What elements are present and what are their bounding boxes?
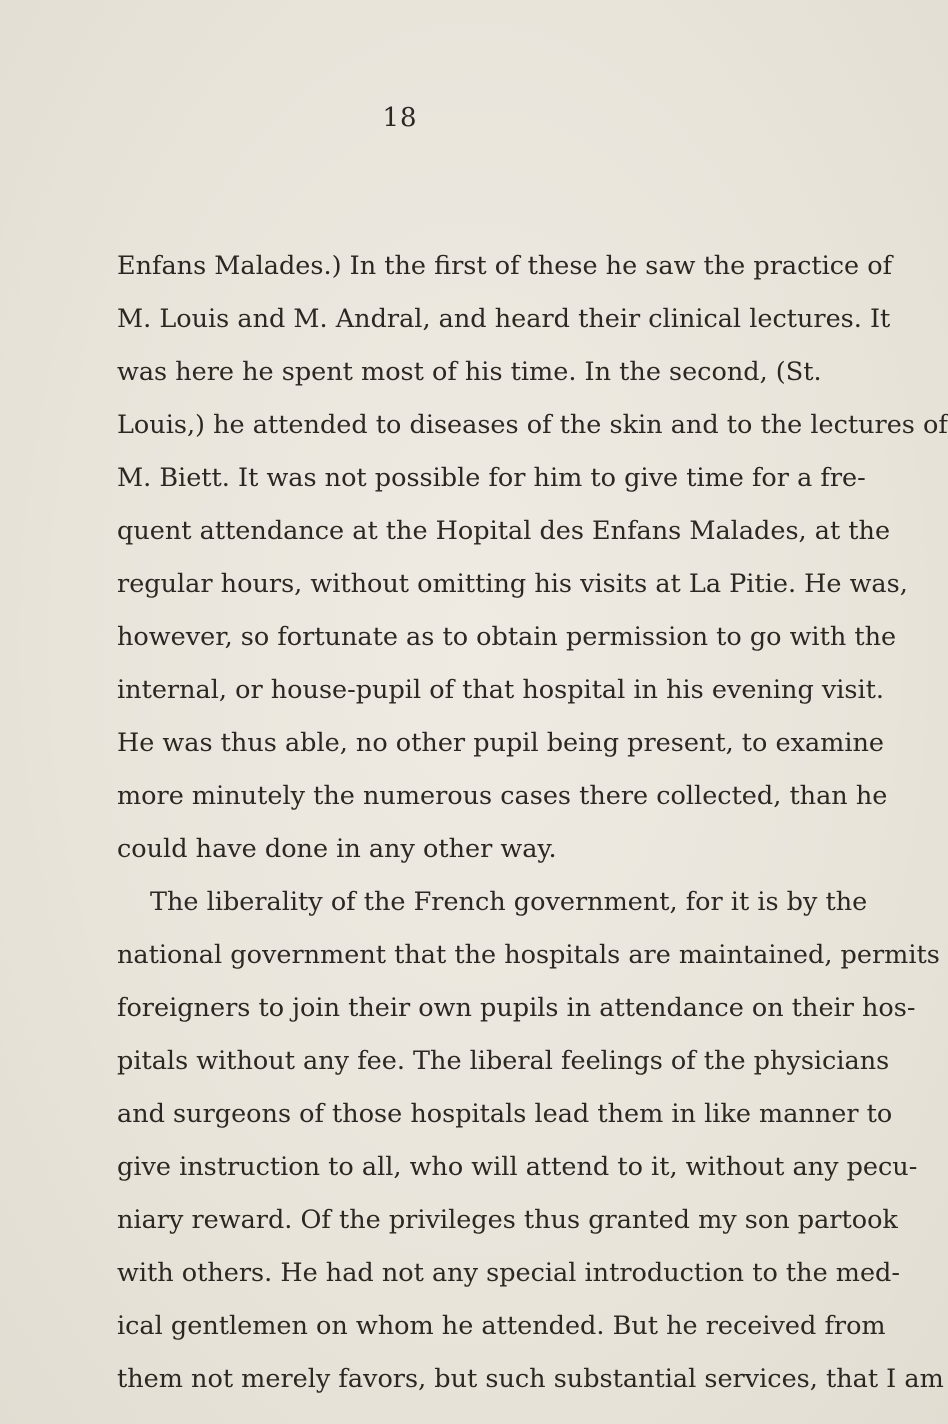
text-line: niary reward. Of the privileges thus granted my son partook	[117, 1205, 898, 1235]
text-line: national government that the hospitals are maintained, permits	[117, 940, 940, 970]
text-line: He was thus able, no other pupil being present, to examine	[117, 728, 885, 758]
text-line: foreigners to join their own pupils in attendance on their hos-	[117, 993, 916, 1023]
text-line: quent attendance at the Hopital des Enfans Malades, at the	[117, 516, 891, 546]
text-line: more minutely the numerous cases there collected, than he	[117, 781, 888, 811]
text-line: M. Biett. It was not possible for him to give time for a fre-	[117, 463, 866, 493]
text-line: Enfans Malades.) In the first of these he saw the practice of	[117, 251, 893, 281]
text-line: internal, or house-pupil of that hospital in his evening visit.	[117, 675, 885, 705]
text-line: M. Louis and M. Andral, and heard their clinical lectures. It	[117, 304, 891, 334]
text-line: Louis,) he attended to diseases of the skin and to the lectures of	[117, 410, 948, 440]
text-line: with others. He had not any special introduction to the med-	[117, 1258, 900, 1288]
text-line: them not merely favors, but such substantial services, that I am	[117, 1364, 944, 1394]
text-line: however, so fortunate as to obtain permission to go with the	[117, 622, 897, 652]
text-line: regular hours, without omitting his visits at La Pitie. He was,	[117, 569, 908, 599]
text-line: give instruction to all, who will attend to it, without any pecu-	[117, 1152, 918, 1182]
text-line: pitals without any fee. The liberal feelings of the physicians	[117, 1046, 890, 1076]
text-line: was here he spent most of his time. In the second, (St.	[117, 357, 822, 387]
text-line: and surgeons of those hospitals lead them in like manner to	[117, 1099, 893, 1129]
paragraph-start-line: The liberality of the French government, for it is by the	[150, 887, 868, 917]
page-number: 18	[382, 103, 418, 133]
text-line: ical gentlemen on whom he attended. But he received from	[117, 1311, 886, 1341]
text-line: could have done in any other way.	[117, 834, 557, 864]
